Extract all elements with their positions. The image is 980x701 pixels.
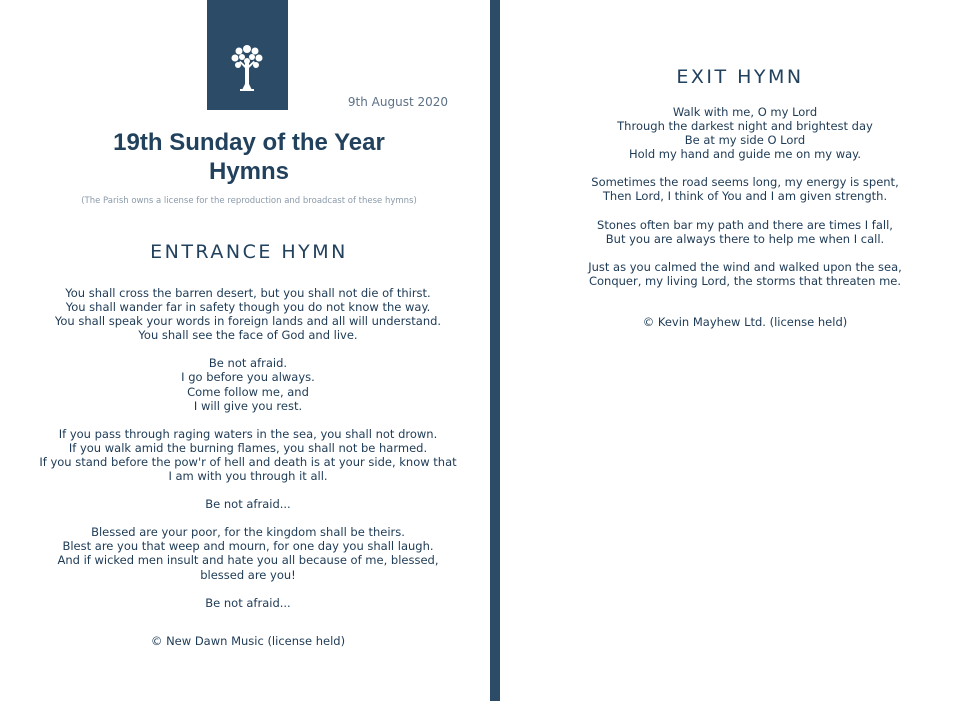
lyric-line: If you pass through raging waters in the sea, you shall not drown. [58, 426, 438, 441]
page-divider [490, 0, 500, 701]
lyric-line: If you stand before the pow'r of hell and death is at your side, know that [39, 454, 457, 469]
right-page [500, 0, 980, 701]
lyric-line: I go before you always. [181, 370, 315, 385]
entrance-hymn-heading: ENTRANCE HYMN [150, 241, 348, 263]
entrance-hymn-lyrics [38, 286, 458, 624]
lyric-line: And if wicked men insult and hate you all because of me, blessed, [57, 553, 439, 568]
lyric-line: I am with you through it all. [168, 469, 328, 484]
lyric-line: You shall see the face of God and live. [138, 328, 358, 343]
lyric-line: If you walk amid the burning flames, you shall not be harmed. [68, 440, 428, 455]
lyric-line: But you are always there to help me when I call. [605, 231, 885, 246]
lyric-line: Be not afraid. [208, 356, 288, 371]
license-note: (The Parish owns a license for the reproduction and broadcast of these hymns) [81, 196, 417, 206]
lyric-line: Conquer, my living Lord, the storms that threaten me. [588, 273, 902, 288]
page-title [40, 128, 458, 186]
lyric-line: Be not afraid... [205, 497, 291, 512]
lyric-line: Then Lord, I think of You and I am given strength. [602, 189, 888, 204]
exit-copyright: © Kevin Mayhew Ltd. (license held) [642, 315, 848, 329]
lyric-line: Come follow me, and [187, 384, 309, 399]
stanza [570, 105, 920, 161]
stanza [570, 175, 920, 203]
logo-block [207, 0, 288, 110]
lyric-line: blessed are you! [200, 567, 296, 582]
lyric-line: Hold my hand and guide me on my way. [628, 147, 862, 162]
stanza [570, 260, 920, 288]
stanza [38, 356, 458, 412]
lyric-line: Walk with me, O my Lord [672, 105, 818, 119]
lyric-line: You shall wander far in safety though you do not know the way. [65, 300, 431, 315]
title-line-1: 19th Sunday of the Year [113, 129, 385, 156]
lyric-line: Stones often bar my path and there are times I fall, [597, 217, 893, 232]
service-date: 9th August 2020 [347, 95, 448, 109]
stanza [38, 596, 458, 610]
lyric-line: I will give you rest. [193, 398, 303, 413]
lyric-line: Be not afraid... [205, 595, 291, 610]
exit-hymn-heading: EXIT HYMN [676, 66, 804, 88]
lyric-line: Blessed are your poor, for the kingdom shall be theirs. [91, 525, 405, 540]
lyric-line: Just as you calmed the wind and walked upon the sea, [588, 259, 902, 274]
entrance-copyright: © New Dawn Music (license held) [150, 634, 346, 648]
title-line-2: Hymns [208, 158, 290, 185]
stanza [38, 427, 458, 483]
lyric-line: Blest are you that weep and mourn, for one day you shall laugh. [62, 539, 434, 554]
stanza [38, 286, 458, 342]
lyric-line: Sometimes the road seems long, my energy is spent, [591, 175, 899, 190]
stanza [38, 525, 458, 581]
lyric-line: Be at my side O Lord [684, 133, 806, 148]
exit-hymn-lyrics [570, 105, 920, 302]
tree-icon [227, 40, 267, 94]
lyric-line: Through the darkest night and brightest day [617, 119, 873, 134]
lyric-line: You shall cross the barren desert, but you shall not die of thirst. [65, 286, 431, 300]
lyric-line: You shall speak your words in foreign lands and all will understand. [54, 314, 442, 329]
stanza [570, 218, 920, 246]
stanza [38, 497, 458, 511]
